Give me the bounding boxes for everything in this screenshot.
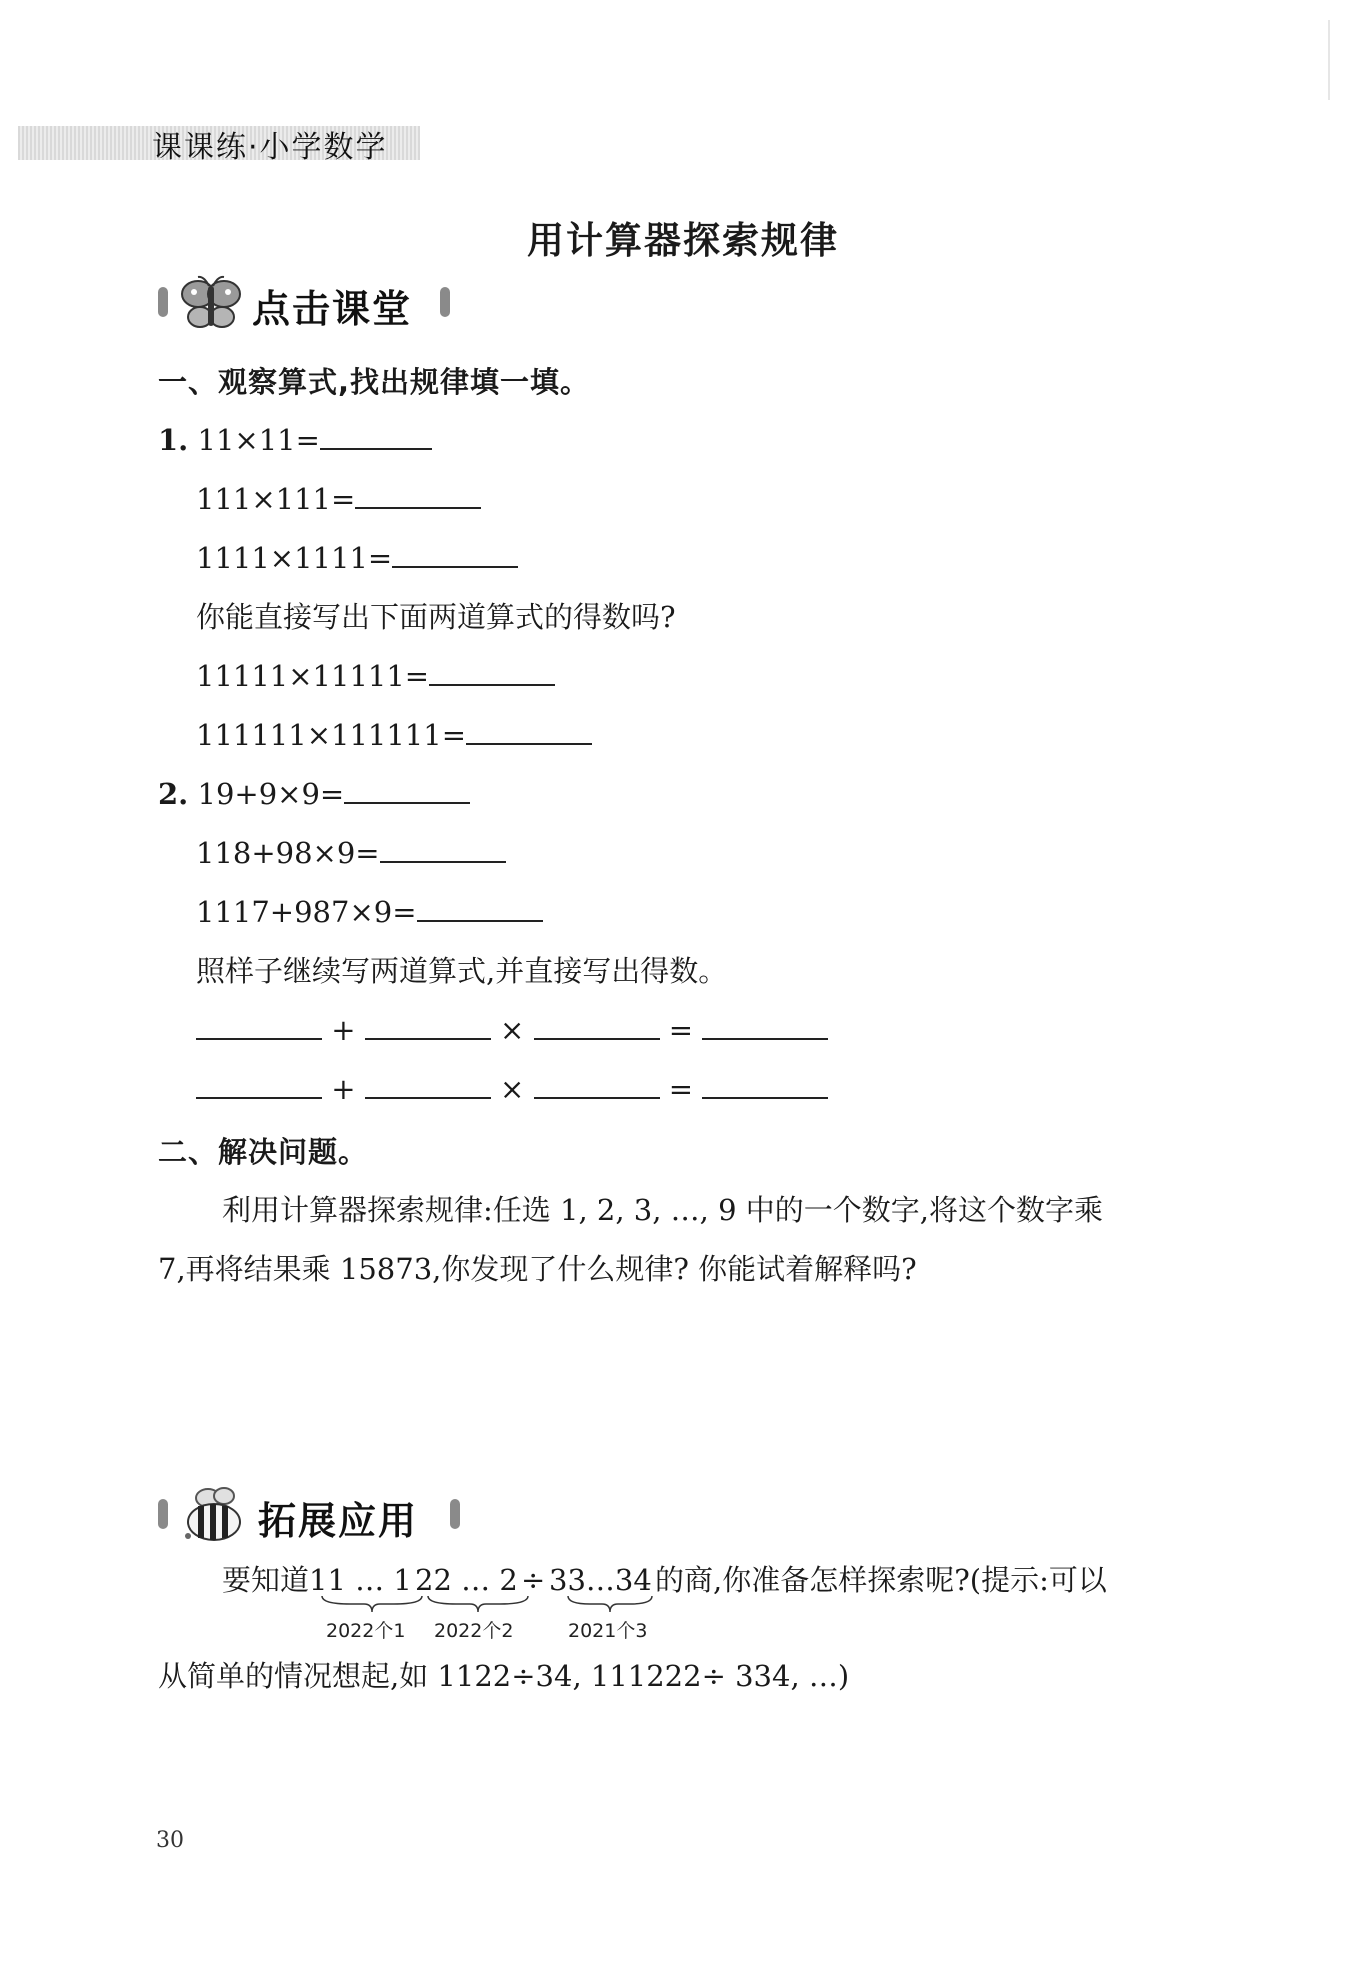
answer-blank[interactable] <box>429 654 555 686</box>
q2-line-2 <box>196 831 506 870</box>
term-2: 22 … 2 <box>415 1563 518 1597</box>
times-sign: × <box>499 1072 525 1106</box>
q1-expr-4: 11111×11111= <box>196 659 430 693</box>
extension-prefix: 要知道 <box>222 1563 310 1597</box>
q1-expr-1: 11×11= <box>197 423 320 457</box>
answer-blank[interactable] <box>196 1008 322 1040</box>
term-1: 11 … 1 <box>309 1563 412 1597</box>
part2-text-line-2: 7,再将结果乘 15873,你发现了什么规律? 你能试着解释吗? <box>158 1252 917 1286</box>
divide-sign: ÷ <box>521 1563 546 1597</box>
q2-expr-1: 19+9×9= <box>197 777 345 811</box>
answer-blank[interactable] <box>702 1067 828 1099</box>
answer-blank[interactable] <box>344 772 470 804</box>
answer-blank[interactable] <box>534 1067 660 1099</box>
plus-sign: + <box>331 1013 356 1047</box>
q1-line-3 <box>196 536 518 575</box>
answer-blank[interactable] <box>365 1067 491 1099</box>
extension-line-1 <box>222 1558 1107 1599</box>
q2-number: 2. <box>158 777 189 811</box>
section-badge-classroom <box>158 272 458 334</box>
answer-blank[interactable] <box>702 1008 828 1040</box>
q2-prompt: 照样子继续写两道算式,并直接写出得数。 <box>196 954 728 988</box>
q2-template-row-2 <box>196 1067 828 1106</box>
page-edge <box>1328 20 1330 100</box>
answer-blank[interactable] <box>417 890 543 922</box>
part1-heading: 一、观察算式,找出规律填一填。 <box>158 365 591 399</box>
section-badge-extension <box>158 1484 458 1546</box>
q2-line-3 <box>196 890 543 929</box>
answer-blank[interactable] <box>466 713 592 745</box>
q2-expr-3: 1117+987×9= <box>196 895 417 929</box>
q2-template-row-1 <box>196 1008 828 1047</box>
equals-sign: = <box>668 1072 694 1106</box>
page-title: 用计算器探索规律 <box>527 219 839 262</box>
term-2-count-label: 2022个2 <box>434 1620 514 1642</box>
q1-number: 1. <box>158 423 189 457</box>
q1-expr-2: 111×111= <box>196 482 356 516</box>
answer-blank[interactable] <box>355 477 481 509</box>
book-title: 课课练·小学数学 <box>152 130 388 165</box>
bee-icon <box>180 1484 250 1546</box>
answer-blank[interactable] <box>534 1008 660 1040</box>
term-1-count-label: 2022个1 <box>326 1620 406 1642</box>
q2-line-1 <box>158 772 470 811</box>
times-sign: × <box>499 1013 525 1047</box>
answer-blank[interactable] <box>365 1008 491 1040</box>
q1-expr-3: 1111×1111= <box>196 541 393 575</box>
term-3-count-label: 2021个3 <box>568 1620 648 1642</box>
q1-prompt: 你能直接写出下面两道算式的得数吗? <box>196 600 676 634</box>
page-number: 30 <box>156 1828 184 1853</box>
term-3: 33…34 <box>549 1563 652 1597</box>
q2-expr-2: 118+98×9= <box>196 836 380 870</box>
under-braces <box>320 1594 680 1614</box>
answer-blank[interactable] <box>392 536 518 568</box>
butterfly-icon <box>178 274 244 336</box>
q1-line-2 <box>196 477 481 516</box>
plus-sign: + <box>331 1072 356 1106</box>
answer-blank[interactable] <box>320 418 432 450</box>
q1-line-4 <box>196 654 555 693</box>
equals-sign: = <box>668 1013 694 1047</box>
q1-line-1 <box>158 418 432 457</box>
q1-expr-5: 111111×111111= <box>196 718 467 752</box>
part2-heading: 二、解决问题。 <box>158 1135 369 1169</box>
q1-line-5 <box>196 713 592 752</box>
extension-suffix: 的商,你准备怎样探索呢?(提示:可以 <box>655 1563 1107 1597</box>
answer-blank[interactable] <box>380 831 506 863</box>
answer-blank[interactable] <box>196 1067 322 1099</box>
part2-text-line-1: 利用计算器探索规律:任选 1, 2, 3, …, 9 中的一个数字,将这个数字乘 <box>222 1193 1103 1227</box>
section-label-extension: 拓展应用 <box>258 1499 419 1543</box>
extension-line-2: 从简单的情况想起,如 1122÷34, 111222÷ 334, …) <box>158 1659 850 1693</box>
section-label-classroom: 点击课堂 <box>252 287 413 331</box>
